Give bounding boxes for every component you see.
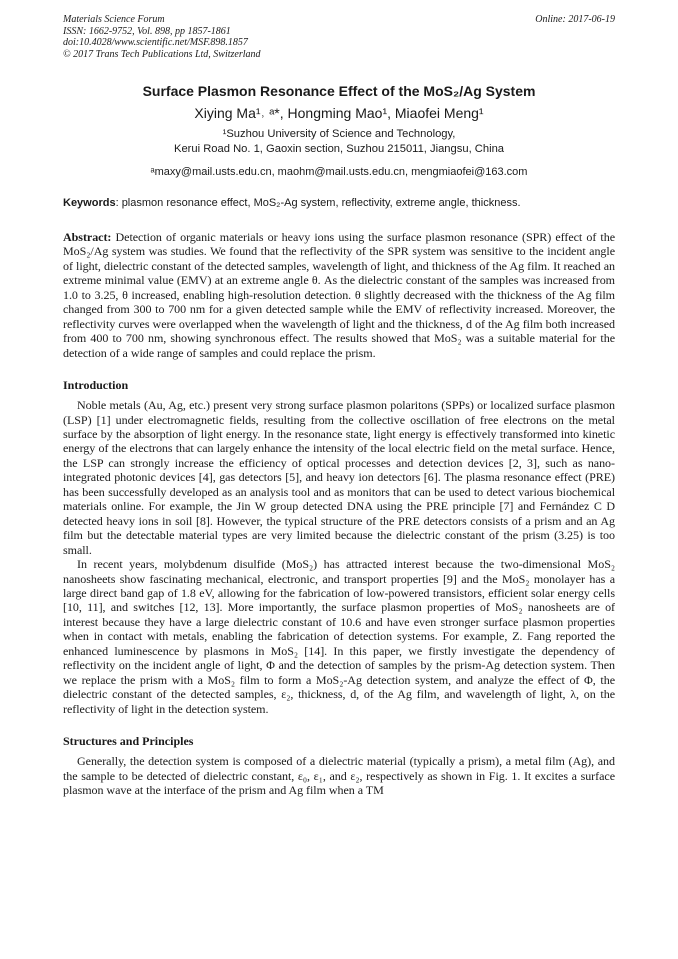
keywords-label: Keywords (63, 197, 116, 209)
affiliation-line-2: Kerui Road No. 1, Gaoxin section, Suzhou 215011, Jiangsu, China (173, 143, 505, 155)
header-left (63, 14, 615, 60)
affiliation (63, 127, 615, 157)
structures-paragraph-1: Generally, the detection system is composed of a dielectric material (typically a prism), a metal film (Ag), and the sample to be detected of dielectric constant, ε₀, ε₁, and ε₂, respectively as shown in Fig. 1. It excites a surface plasmon wave at the interface of the prism and Ag film when a TM (63, 754, 615, 797)
introduction-paragraph-1: Noble metals (Au, Ag, etc.) present very strong surface plasmon polaritons (SPPs) or localized surface plasmon (LSP) [1] under electromagnetic fields, resulting from the collective oscillation of free electrons on the metal surface by the absorption of light energy. In the resonance state, light energy is effectively transformed into kinetic energy of the electrons that can largely enhance the intensity of the local electric field on the metal surface. Hence, the LSP can strongly increase the efficiency of optical processes and detection devices [2, 3], such as nano-integrated photonic devices [4], gas detectors [5], and heavy ion detectors [6]. The plasma resonance effect (PRE) has been successfully developed as an analysis tool and as monitors that can be used to detect various biochemical materials online. For example, the Jin W group detected DNA using the PRE principle [7] and Fernández C D detected heavy ions in soil [8]. However, the typical structure of the PRE detectors consists of a prism and an Ag film but the detectable material types are very limited because the dielectric constant of the prism (3.25) is too small. (63, 398, 615, 557)
affiliation-line-1: ¹Suzhou University of Science and Technology, (222, 128, 456, 140)
abstract-label: Abstract: (63, 230, 112, 244)
journal-header (63, 14, 615, 64)
doi-line: doi:10.4028/www.scientific.net/MSF.898.1857 (63, 37, 248, 48)
paper-title: Surface Plasmon Resonance Effect of the MoS₂/Ag System (142, 83, 536, 99)
paper-page (63, 14, 615, 797)
introduction-heading: Introduction (63, 378, 129, 393)
keywords-text: : plasmon resonance effect, MoS₂-Ag system, reflectivity, extreme angle, thickness. (115, 197, 521, 209)
issn-line: ISSN: 1662-9752, Vol. 898, pp 1857-1861 (63, 25, 231, 37)
journal-name: Materials Science Forum (63, 14, 165, 25)
author-emails: ᵃmaxy@mail.usts.edu.cn, maohm@mail.usts.edu.cn, mengmiaofei@163.com (150, 166, 528, 178)
abstract-text: Detection of organic materials or heavy ions using the surface plasmon resonance (SPR) effect of the MoS₂/Ag system was studies. We found that the reflectivity of the SPR system was sensitive to the incident angle of light, dielectric constant of the detected samples, wavelength of light, and thickness of the Ag film. It reached an extreme minimal value (EMV) at an extreme angle θ. As the dielectric constant of the samples was increased from 1.0 to 3.25, θ increased, enabling high-resolution detection. θ slightly decreased with the thickness of the Ag film changed from 300 to 700 nm for a given detected sample while the EMV of reflectivity increased. Moreover, the reflectivity curves were overlapped when the wavelength of light and the thickness, d of the Ag film both increased from 400 to 700 nm, showing synchronous effect. The results showed that MoS₂ was a suitable material for the detection of a wide range of samples and could replace the prism. (63, 230, 615, 360)
copyright-line: © 2017 Trans Tech Publications Ltd, Switzerland (63, 48, 261, 60)
structures-heading: Structures and Principles (63, 734, 194, 749)
author-list: Xiying Ma¹˒ ᵃ*, Hongming Mao¹, Miaofei Meng¹ (194, 105, 484, 121)
abstract (63, 230, 615, 360)
keywords (63, 196, 615, 210)
online-date: Online: 2017-06-19 (535, 14, 615, 25)
introduction-paragraph-2: In recent years, molybdenum disulfide (MoS₂) has attracted interest because the two-dimensional MoS₂ nanosheets show fascinating mechanical, electronic, and transport properties [9] and the MoS₂ monolayer has a large direct band gap of 1.8 eV, allowing for the fabrication of low-powered transistors, efficient solar energy cells [10, 11], and switches [12, 13]. More importantly, the surface plasmon properties of MoS₂ nanosheets are of interest because they have a large dielectric constant of 10.6 and have even stronger surface plasmon properties when in contact with metals, enabling the fabrication of detection systems. For example, Z. Fang reported the enhanced luminescence by plasmons in MoS₂ [14]. In this paper, we firstly investigate the dependency of reflectivity on the incident angle of light, Φ and the detection of samples by the prism-Ag detection system. Then we replace the prism with a MoS₂ film to form a MoS₂-Ag detection system, and analyze the effect of Φ, the dielectric constant of the detected samples, ε₂, thickness, d, of the Ag film, and wavelength of light, λ, on the reflectivity of light in the detection system. (63, 557, 615, 716)
